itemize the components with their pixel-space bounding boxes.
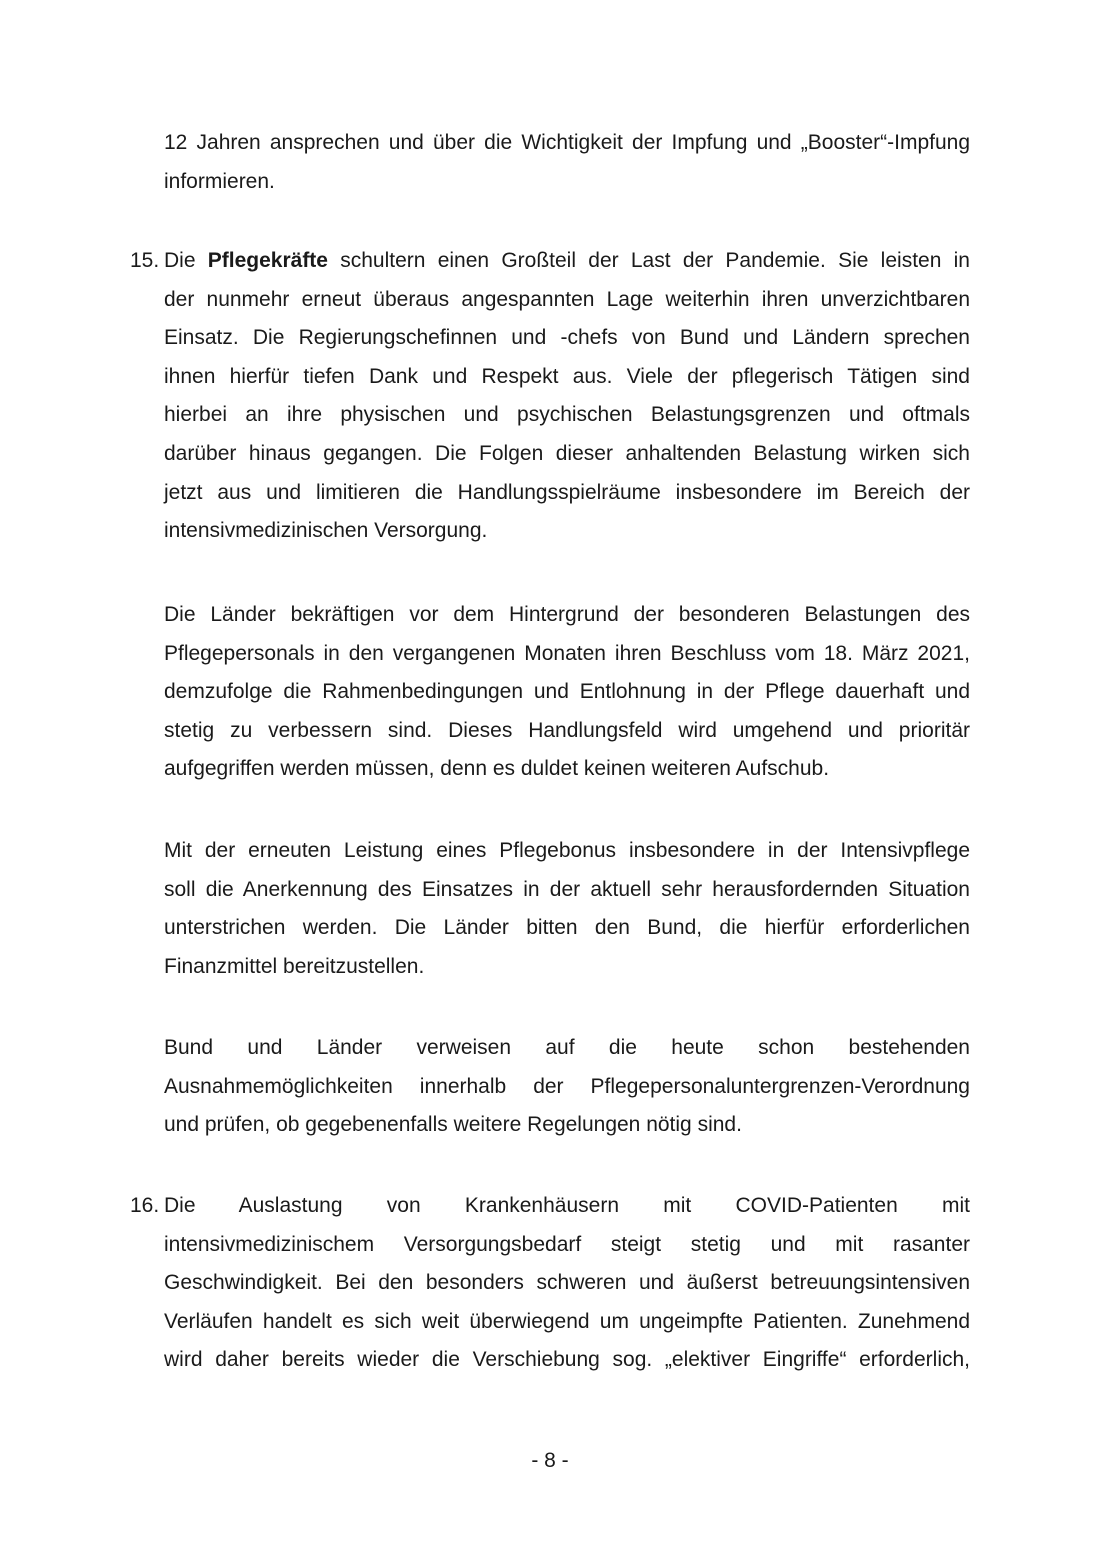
text-line: aufgegriffen werden müssen, denn es duldet keinen weiteren Aufschub. — [164, 757, 830, 781]
continuation-paragraph — [164, 124, 970, 201]
text-line: 12 Jahren ansprechen und über die Wichtigkeit der Impfung und „Booster“-Impfung — [164, 131, 970, 154]
text-line: soll die Anerkennung des Einsatzes in der aktuell sehr herausfordernden Situation — [164, 877, 970, 901]
item-15-bold-term: Pflegekräfte — [207, 249, 328, 272]
text-line: Pflegepersonals in den vergangenen Monaten ihren Beschluss vom 18. März 2021, — [164, 641, 970, 665]
paragraph-bund-laender — [164, 1029, 970, 1145]
text-line — [164, 242, 970, 281]
text-line: Bund und Länder verweisen auf die heute schon bestehenden — [164, 1036, 970, 1059]
paragraph-pflegebonus — [164, 832, 970, 986]
text-line: Verläufen handelt es sich weit überwiegend um ungeimpfte Patienten. Zunehmend — [164, 1309, 970, 1333]
text-line: wird daher bereits wieder die Verschiebung sog. „elektiver Eingriffe“ erforderlich, — [164, 1348, 970, 1372]
text-line: hierbei an ihre physischen und psychischen Belastungsgrenzen und oftmals — [164, 403, 970, 427]
text-line: Geschwindigkeit. Bei den besonders schweren und äußerst betreuungsintensiven — [164, 1271, 970, 1295]
text-line: intensivmedizinischen Versorgung. — [164, 519, 488, 543]
text-line: Finanzmittel bereitzustellen. — [164, 954, 425, 978]
text-line: intensivmedizinischem Versorgungsbedarf steigt stetig und mit rasanter — [164, 1232, 970, 1256]
text-line: Die Länder bekräftigen vor dem Hintergrund der besonderen Belastungen des — [164, 603, 970, 626]
item-16-paragraph — [164, 1187, 970, 1380]
item-15-paragraph — [164, 242, 970, 551]
item-15-line-rest: schultern einen Großteil der Last der Pandemie. Sie leisten in — [327, 249, 970, 272]
item-16-number: 16. — [130, 1194, 160, 1217]
text-line: Mit der erneuten Leistung eines Pflegebonus insbesondere in der Intensivpflege — [164, 839, 970, 862]
text-line: informieren. — [164, 169, 275, 193]
text-line: der nunmehr erneut überaus angespannten Lage weiterhin ihren unverzichtbaren — [164, 287, 970, 311]
text-line: und prüfen, ob gegebenenfalls weitere Regelungen nötig sind. — [164, 1113, 742, 1137]
paragraph-laender — [164, 596, 970, 789]
text-line: Die Auslastung von Krankenhäusern mit COVID-Patienten mit — [164, 1194, 970, 1217]
text-line: stetig zu verbessern sind. Dieses Handlungsfeld wird umgehend und prioritär — [164, 718, 970, 742]
item-15-number: 15. — [130, 249, 160, 272]
text-line: demzufolge die Rahmenbedingungen und Entlohnung in der Pflege dauerhaft und — [164, 680, 970, 704]
text-line: jetzt aus und limitieren die Handlungsspielräume insbesondere im Bereich der — [164, 480, 970, 504]
text-line: darüber hinaus gegangen. Die Folgen dieser anhaltenden Belastung wirken sich — [164, 441, 970, 465]
text-line: Einsatz. Die Regierungschefinnen und -chefs von Bund und Ländern sprechen — [164, 326, 970, 350]
text-line: unterstrichen werden. Die Länder bitten den Bund, die hierfür erforderlichen — [164, 916, 970, 940]
item-15-intro: Die — [164, 249, 208, 272]
text-line: Ausnahmemöglichkeiten innerhalb der Pflegepersonaluntergrenzen-Verordnung — [164, 1074, 970, 1098]
text-line: ihnen hierfür tiefen Dank und Respekt aus. Viele der pflegerisch Tätigen sind — [164, 364, 970, 388]
page-number: - 8 - — [531, 1449, 569, 1472]
